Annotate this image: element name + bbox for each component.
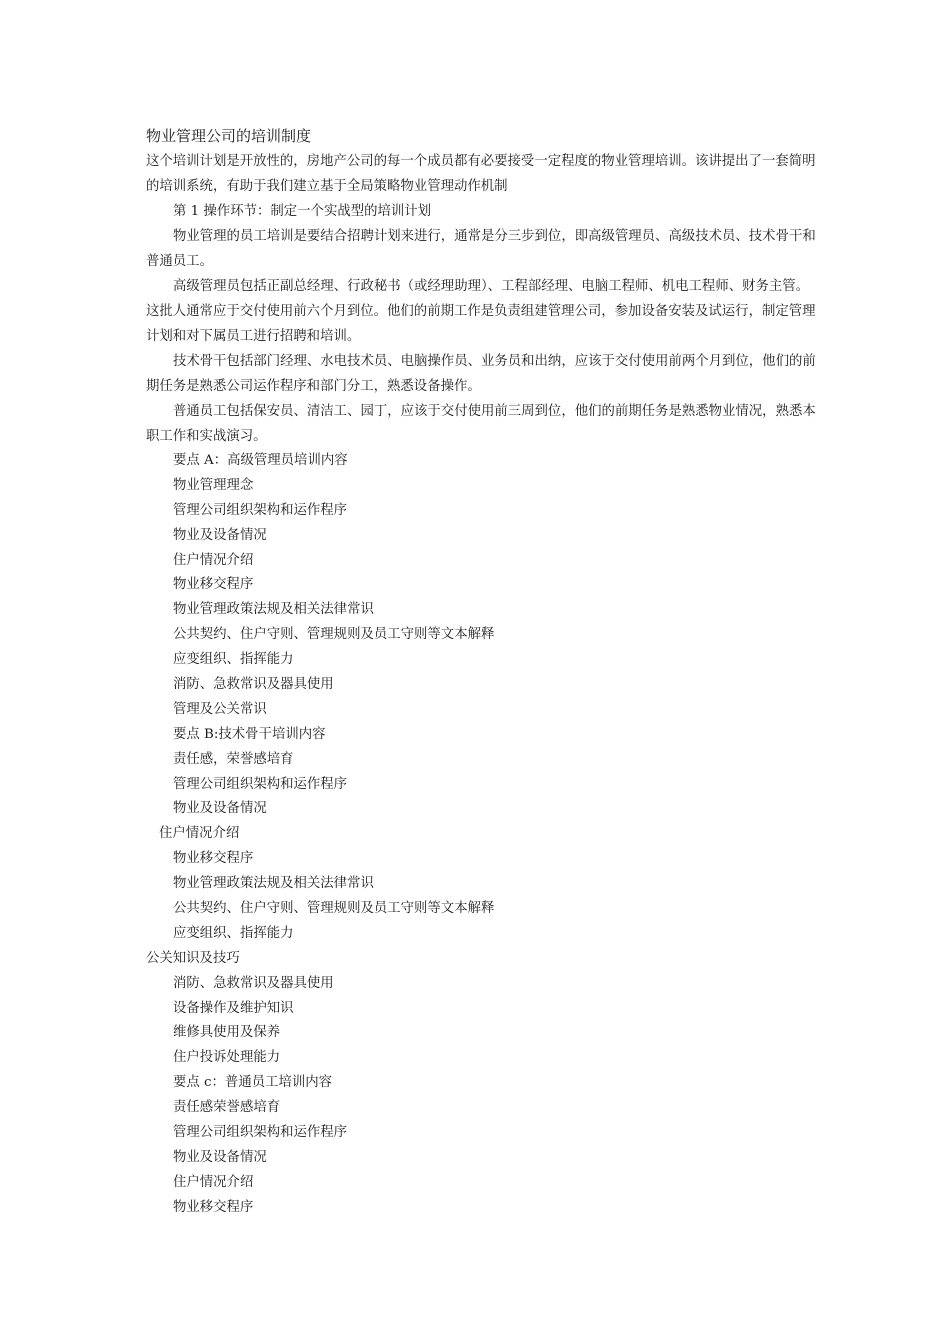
list-item: 维修具使用及保养	[173, 1025, 281, 1041]
paragraph: 高级管理员包括正副总经理、行政秘书（或经理助理）、工程部经理、电脑工程师、机电工程师、财务主管。这批人通常应于交付使用前六个月到位。他们的前期工作是负责组建管理公司，参加设备安装及试运行，制定管理计划和对下属员工进行招聘和培训。	[146, 279, 816, 344]
paragraph-group	[146, 149, 818, 449]
list-item: 物业及设备情况	[173, 1149, 267, 1165]
training-list	[146, 449, 818, 1221]
list-item: 管理公司组织架构和运作程序	[173, 776, 348, 792]
list-item: 消防、急救常识及器具使用	[173, 975, 334, 991]
paragraph: 普通员工包括保安员、清洁工、园丁，应该于交付使用前三周到位，他们的前期任务是熟悉物业情况，熟悉本职工作和实战演习。	[146, 404, 816, 444]
list-item: 责任感荣誉感培育	[173, 1100, 281, 1116]
document-title: 物业管理公司的培训制度	[146, 127, 312, 145]
list-item: 物业移交程序	[173, 1199, 254, 1215]
list-item: 公共契约、住户守则、管理规则及员工守则等文本解释	[173, 627, 495, 643]
list-item: 公关知识及技巧	[146, 950, 240, 966]
list-item: 物业及设备情况	[173, 527, 267, 543]
list-item: 公共契约、住户守则、管理规则及员工守则等文本解释	[173, 901, 495, 917]
list-item: 住户情况介绍	[173, 1174, 254, 1190]
list-item: 物业移交程序	[173, 851, 254, 867]
paragraph: 这个培训计划是开放性的，房地产公司的每一个成员都有必要接受一定程度的物业管理培训。该讲提出了一套简明的培训系统，有助于我们建立基于全局策略物业管理动作机制	[146, 154, 816, 194]
list-item: 管理及公关常识	[173, 701, 267, 717]
list-item: 管理公司组织架构和运作程序	[173, 1125, 348, 1141]
list-item: 住户情况介绍	[173, 552, 254, 568]
list-item: 责任感，荣誉感培育	[173, 751, 294, 767]
paragraph: 物业管理的员工培训是要结合招聘计划来进行，通常是分三步到位，即高级管理员、高级技术员、技术骨干和普通员工。	[146, 229, 816, 269]
document-body	[146, 124, 818, 1221]
list-item: 要点 A：高级管理员培训内容	[173, 453, 348, 468]
list-item: 物业及设备情况	[173, 801, 267, 817]
list-item: 要点 B:技术骨干培训内容	[173, 726, 326, 742]
list-item: 住户情况介绍	[159, 826, 240, 842]
paragraph: 第 1 操作环节：制定一个实战型的培训计划	[173, 204, 432, 219]
paragraph: 技术骨干包括部门经理、水电技术员、电脑操作员、业务员和出纳，应该于交付使用前两个月到位，他们的前期任务是熟悉公司运作程序和部门分工，熟悉设备操作。	[146, 354, 816, 394]
list-item: 物业管理政策法规及相关法律常识	[173, 876, 374, 892]
list-item: 消防、急救常识及器具使用	[173, 677, 334, 693]
list-item: 要点 c：普通员工培训内容	[173, 1075, 333, 1091]
list-item: 物业管理理念	[173, 477, 254, 493]
list-item: 住户投诉处理能力	[173, 1050, 281, 1066]
list-item: 应变组织、指挥能力	[173, 652, 294, 668]
list-item: 设备操作及维护知识	[173, 1000, 294, 1016]
list-item: 应变组织、指挥能力	[173, 925, 294, 941]
list-item: 物业移交程序	[173, 577, 254, 593]
list-item: 物业管理政策法规及相关法律常识	[173, 602, 374, 618]
list-item: 管理公司组织架构和运作程序	[173, 502, 348, 518]
